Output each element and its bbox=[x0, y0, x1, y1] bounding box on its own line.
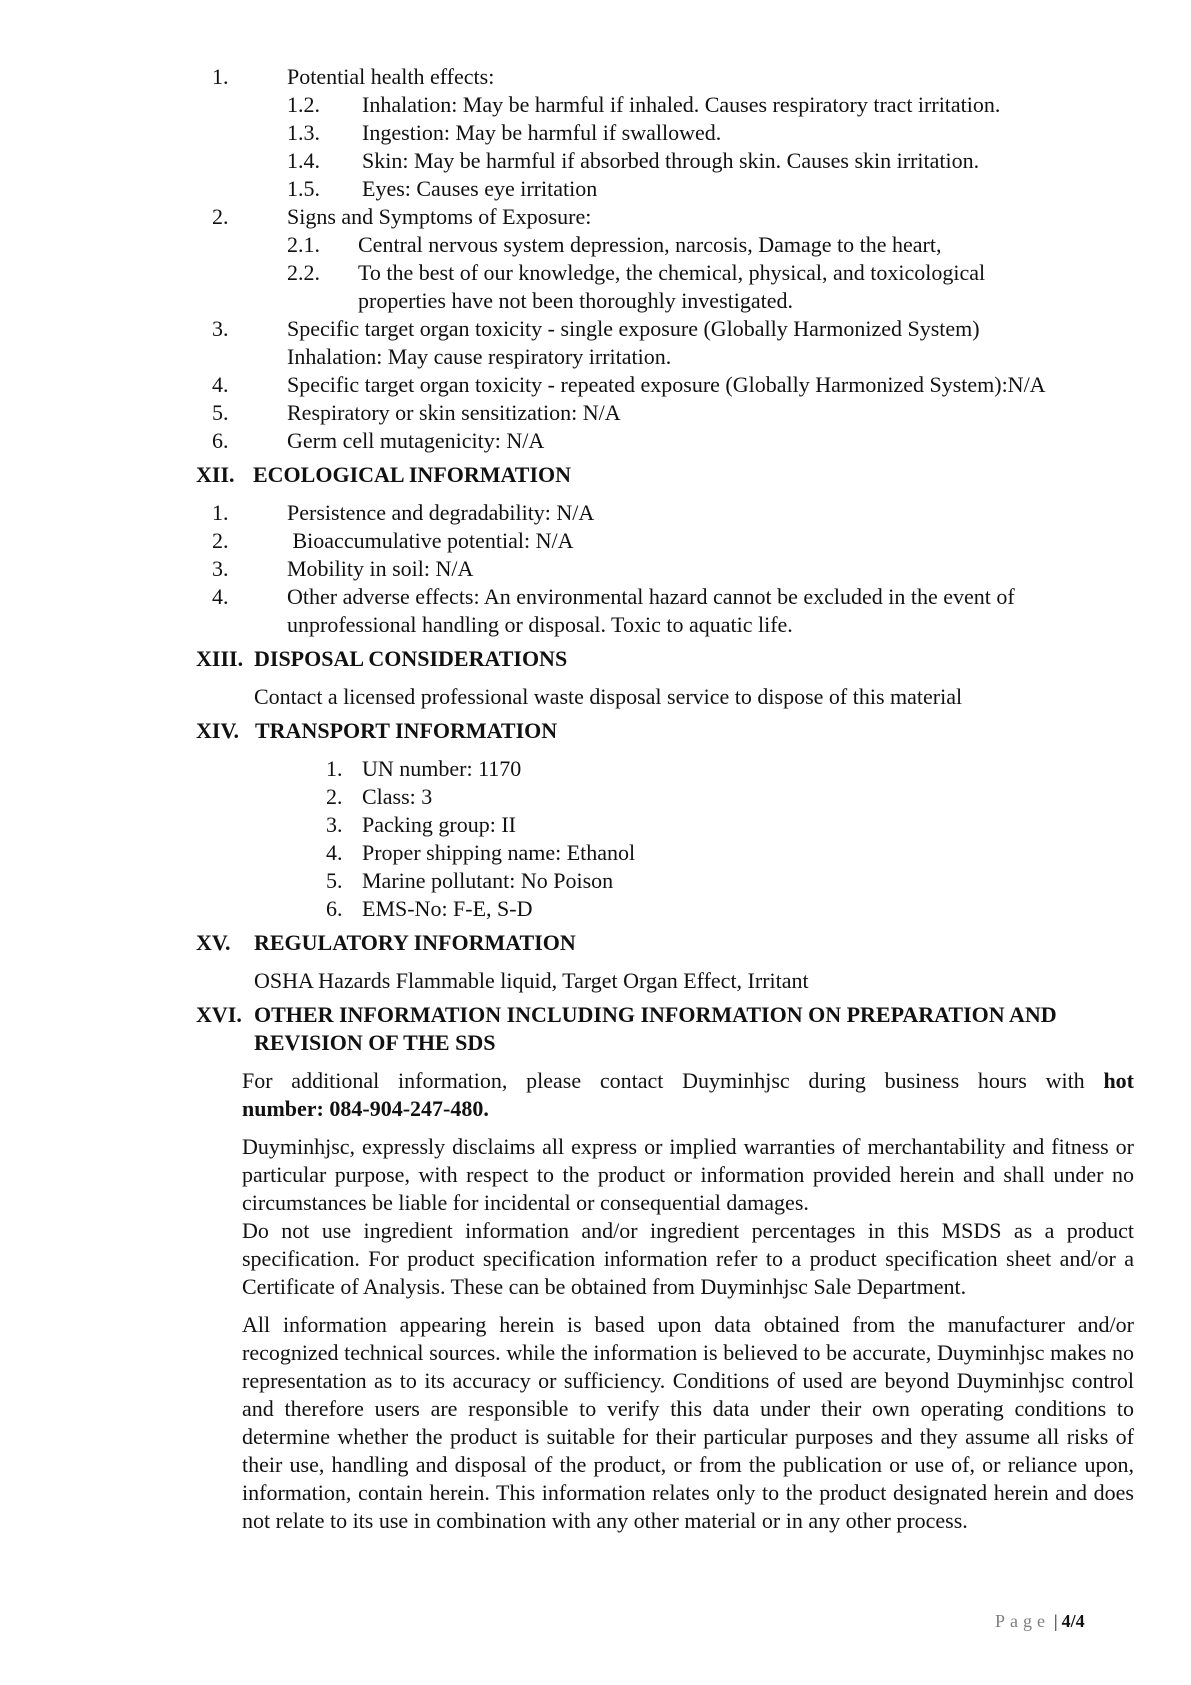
list-item: Signs and Symptoms of Exposure: bbox=[287, 204, 592, 229]
list-number: 6. bbox=[326, 896, 343, 921]
list-item: Ingestion: May be harmful if swallowed. bbox=[362, 120, 722, 145]
list-item: Marine pollutant: No Poison bbox=[362, 868, 614, 893]
list-number: 1.3. bbox=[287, 120, 320, 145]
list-number: 4. bbox=[212, 372, 229, 397]
list-item: Germ cell mutagenicity: N/A bbox=[287, 428, 545, 453]
ingredient-paragraph: Do not use ingredient information and/or ingredient percentages in this MSDS as a product specification. For product specification information refer to a product specification sheet and/or a Certificate of Analysis. These can be obtained from Duyminhjsc Sale Department. bbox=[242, 1218, 1134, 1299]
section-heading-other: OTHER INFORMATION INCLUDING INFORMATION ON PREPARATION AND bbox=[254, 1002, 1057, 1027]
regulatory-text: OSHA Hazards Flammable liquid, Target Organ Effect, Irritant bbox=[254, 968, 809, 993]
list-number: 1. bbox=[212, 64, 229, 89]
list-number: 3. bbox=[212, 556, 229, 581]
list-number: 1.4. bbox=[287, 148, 320, 173]
list-number: 1.5. bbox=[287, 176, 320, 201]
list-item: Other adverse effects: An environmental hazard cannot be excluded in the event of bbox=[287, 584, 1015, 609]
list-item: Respiratory or skin sensitization: N/A bbox=[287, 400, 621, 425]
list-number: 3. bbox=[326, 812, 343, 837]
list-number: 3. bbox=[212, 316, 229, 341]
list-number: 5. bbox=[212, 400, 229, 425]
list-item: Eyes: Causes eye irritation bbox=[362, 176, 598, 201]
list-number: 2. bbox=[212, 528, 229, 553]
list-item: Central nervous system depression, narcosis, Damage to the heart, bbox=[358, 232, 942, 257]
list-item: Persistence and degradability: N/A bbox=[287, 500, 595, 525]
disposal-text: Contact a licensed professional waste disposal service to dispose of this material bbox=[254, 684, 963, 709]
list-number: 1.2. bbox=[287, 92, 320, 117]
section-number: XVI. bbox=[196, 1002, 242, 1027]
list-item: Specific target organ toxicity - repeated exposure (Globally Harmonized System):N/A bbox=[287, 372, 1046, 397]
section-heading-transport: TRANSPORT INFORMATION bbox=[255, 718, 558, 743]
information-paragraph: All information appearing herein is based upon data obtained from the manufacturer and/or recognized technical sources. while the information is believed to be accurate, Duyminhjsc makes no representation as to its accuracy or sufficiency. Conditions of used are beyond Duyminhjsc control and therefore users are responsible to verify this data under their own operating conditions to determine whether the product is suitable for their particular purposes and they assume all risks of their use, handling and disposal of the product, or from the publication or use of, or reliance upon, information, contain herein. This information relates only to the product designated herein and does not relate to its use in combination with any other material or in any other process. bbox=[242, 1312, 1134, 1533]
section-heading-disposal: DISPOSAL CONSIDERATIONS bbox=[254, 646, 568, 671]
disclaimer-paragraph: Duyminhjsc, expressly disclaims all express or implied warranties of merchantability and fitness or particular purpose, with respect to the product or information provided herein and shall under no circumstances be liable for incidental or consequential damages. bbox=[242, 1134, 1134, 1215]
section-number: XV. bbox=[196, 930, 231, 955]
list-number: 1. bbox=[212, 500, 229, 525]
list-number: 2. bbox=[326, 784, 343, 809]
page-label: Page bbox=[995, 1611, 1050, 1631]
list-item: Packing group: II bbox=[362, 812, 516, 837]
section-heading-other-cont: REVISION OF THE SDS bbox=[254, 1030, 496, 1055]
list-item-continuation: Inhalation: May cause respiratory irritation. bbox=[287, 344, 672, 369]
list-item: Specific target organ toxicity - single exposure (Globally Harmonized System) bbox=[287, 316, 980, 341]
list-number: 4. bbox=[212, 584, 229, 609]
section-heading-regulatory: REGULATORY INFORMATION bbox=[254, 930, 576, 955]
list-item: UN number: 1170 bbox=[362, 756, 522, 781]
list-item: Skin: May be harmful if absorbed through skin. Causes skin irritation. bbox=[362, 148, 980, 173]
list-number: 2.1. bbox=[287, 232, 320, 257]
section-number: XIV. bbox=[196, 718, 240, 743]
list-item: EMS-No: F-E, S-D bbox=[362, 896, 533, 921]
list-number: 5. bbox=[326, 868, 343, 893]
list-item-continuation: properties have not been thoroughly investigated. bbox=[358, 288, 793, 313]
section-number: XIII. bbox=[196, 646, 244, 671]
list-item: Proper shipping name: Ethanol bbox=[362, 840, 636, 865]
section-number: XII. bbox=[196, 462, 235, 487]
list-item-continuation: unprofessional handling or disposal. Toxic to aquatic life. bbox=[287, 612, 793, 637]
list-item: Potential health effects: bbox=[287, 64, 495, 89]
list-item: To the best of our knowledge, the chemical, physical, and toxicological bbox=[358, 260, 986, 285]
list-item: Bioaccumulative potential: N/A bbox=[287, 528, 574, 553]
contact-paragraph bbox=[242, 1067, 1134, 1095]
contact-bold-hot: hot bbox=[1103, 1068, 1134, 1093]
list-number: 2.2. bbox=[287, 260, 320, 285]
contact-text: For additional information, please contact Duyminhjsc during business hours with bbox=[242, 1068, 1085, 1093]
list-item: Mobility in soil: N/A bbox=[287, 556, 474, 581]
list-number: 4. bbox=[326, 840, 343, 865]
hotline-number: number: 084-904-247-480. bbox=[242, 1096, 489, 1121]
list-item: Inhalation: May be harmful if inhaled. Causes respiratory tract irritation. bbox=[362, 92, 1001, 117]
list-number: 6. bbox=[212, 428, 229, 453]
section-heading-ecological: ECOLOGICAL INFORMATION bbox=[253, 462, 572, 487]
list-number: 1. bbox=[326, 756, 343, 781]
list-item: Class: 3 bbox=[362, 784, 433, 809]
page-footer bbox=[995, 1611, 1085, 1632]
page-number: 4/4 bbox=[1061, 1611, 1085, 1631]
footer-separator: | bbox=[1054, 1611, 1058, 1631]
list-number: 2. bbox=[212, 204, 229, 229]
